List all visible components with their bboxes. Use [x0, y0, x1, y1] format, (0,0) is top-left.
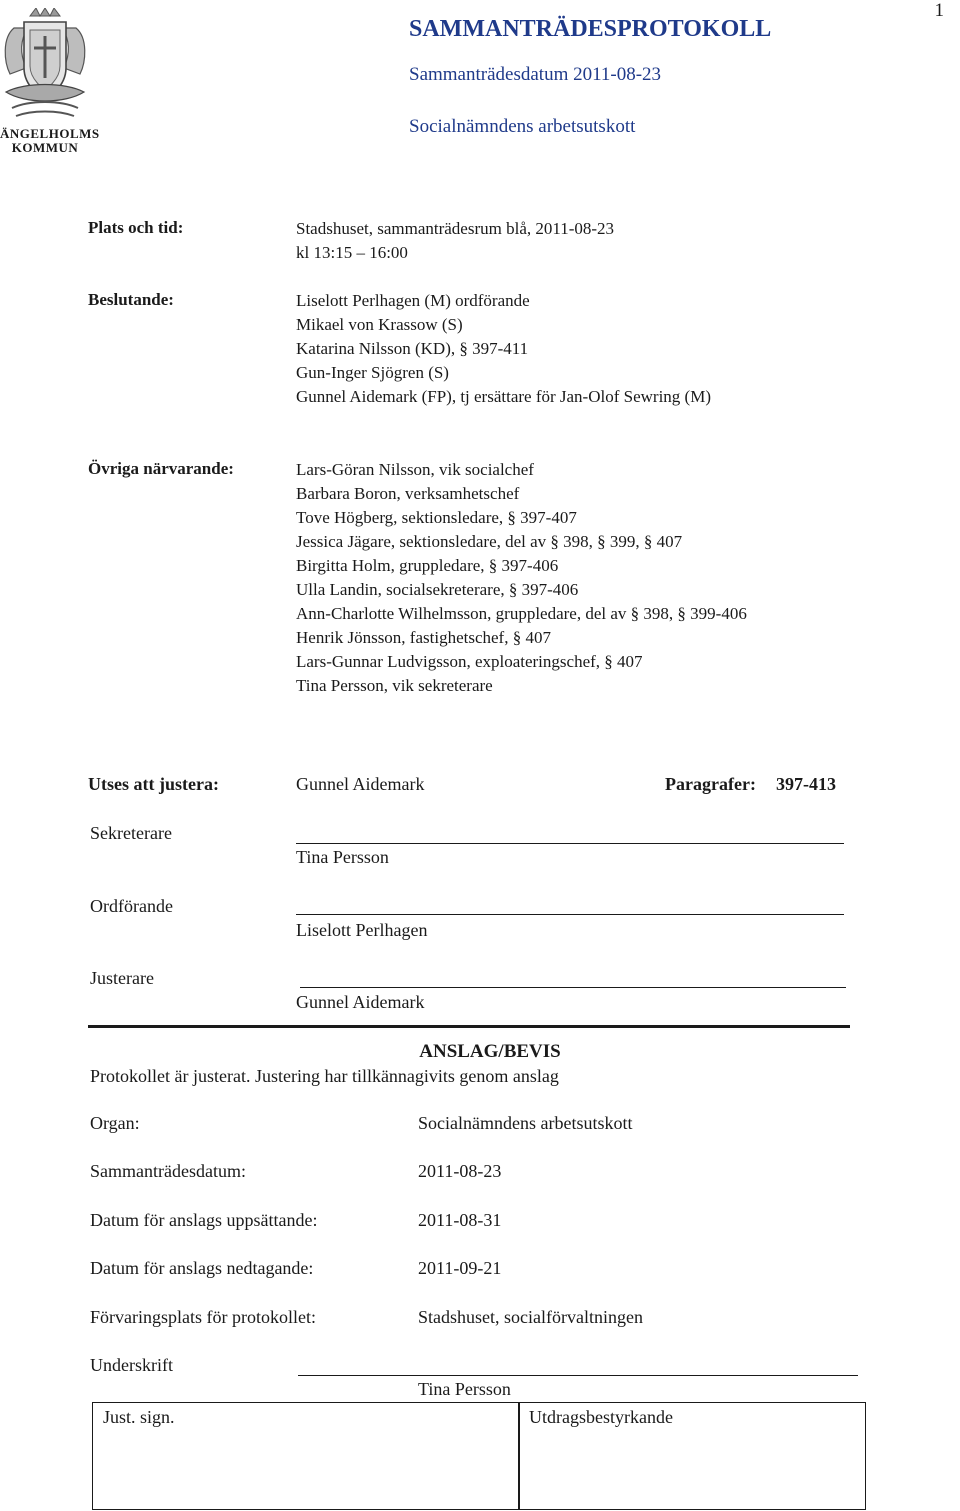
anslag-row-value: 2011-08-23 — [418, 1161, 502, 1181]
attendee-line: Ulla Landin, socialsekreterare, § 397-406 — [296, 580, 579, 599]
anslag-row-value: 2011-08-31 — [418, 1210, 502, 1230]
anslag-row-value: 2011-09-21 — [418, 1258, 502, 1278]
anslag-row-value: Socialnämndens arbetsutskott — [418, 1113, 633, 1133]
underskrift-name: Tina Persson — [418, 1379, 511, 1399]
signature-name: Gunnel Aidemark — [296, 992, 425, 1012]
signature-name: Liselott Perlhagen — [296, 920, 428, 940]
ovriga-label: Övriga närvarande: — [88, 459, 234, 478]
plats-block — [296, 217, 614, 265]
utdrag-box — [518, 1402, 866, 1510]
meeting-date: Sammanträdesdatum 2011-08-23 — [409, 64, 662, 85]
member-line: Mikael von Krassow (S) — [296, 315, 463, 334]
underskrift-label: Underskrift — [90, 1355, 173, 1375]
attendee-line: Lars-Göran Nilsson, vik socialchef — [296, 460, 534, 479]
logo-line-1: ÄNGELHOLMS — [0, 126, 100, 141]
underskrift-line — [298, 1375, 858, 1376]
plats-label: Plats och tid: — [88, 218, 184, 237]
attendee-line: Henrik Jönsson, fastighetschef, § 407 — [296, 628, 551, 647]
anslag-heading: ANSLAG/BEVIS — [419, 1041, 561, 1062]
paragrafer-label: Paragrafer: — [665, 774, 756, 794]
document-title: SAMMANTRÄDESPROTOKOLL — [409, 16, 772, 42]
signature-line — [296, 914, 844, 915]
attendee-line: Birgitta Holm, gruppledare, § 397-406 — [296, 556, 559, 575]
just-sign-label: Just. sign. — [103, 1407, 175, 1427]
anslag-row-label: Datum för anslags uppsättande: — [90, 1210, 318, 1230]
member-line: Katarina Nilsson (KD), § 397-411 — [296, 339, 529, 358]
signature-role: Sekreterare — [90, 823, 172, 843]
committee-name: Socialnämndens arbetsutskott — [409, 116, 636, 137]
attendee-line: Jessica Jägare, sektionsledare, del av § 398, § 399, § 407 — [296, 532, 683, 551]
just-sign-box — [92, 1402, 520, 1510]
page-number: 1 — [934, 0, 944, 21]
ovriga-block — [296, 458, 747, 698]
anslag-row-label: Sammanträdesdatum: — [90, 1161, 246, 1181]
signature-line — [300, 987, 846, 988]
anslag-statement: Protokollet är justerat. Justering har tillkännagivits genom anslag — [90, 1066, 559, 1086]
attendee-line: Lars-Gunnar Ludvigsson, exploateringschef, § 407 — [296, 652, 643, 671]
plats-line: Stadshuset, sammanträdesrum blå, 2011-08-23 — [296, 219, 615, 238]
signature-role: Ordförande — [90, 896, 173, 916]
anslag-row-label: Organ: — [90, 1113, 140, 1133]
logo-line-2: KOMMUN — [11, 140, 79, 155]
justera-label: Utses att justera: — [88, 774, 219, 794]
beslutande-label: Beslutande: — [88, 290, 174, 309]
attendee-line: Tina Persson, vik sekreterare — [296, 676, 493, 695]
utdrag-label: Utdragsbestyrkande — [529, 1407, 673, 1427]
signature-line — [296, 843, 844, 844]
attendee-line: Barbara Boron, verksamhetschef — [296, 484, 520, 503]
signature-role: Justerare — [90, 968, 154, 988]
anslag-row-label: Förvaringsplats för protokollet: — [90, 1307, 316, 1327]
anslag-row-value: Stadshuset, socialförvaltningen — [418, 1307, 643, 1327]
justera-name: Gunnel Aidemark — [296, 774, 425, 794]
paragrafer-value: 397-413 — [776, 774, 836, 794]
signature-name: Tina Persson — [296, 847, 389, 867]
plats-line: kl 13:15 – 16:00 — [296, 243, 408, 262]
coat-of-arms-icon — [0, 8, 90, 126]
beslutande-block — [296, 289, 711, 409]
member-line: Gunnel Aidemark (FP), tj ersättare för Jan-Olof Sewring (M) — [296, 387, 711, 406]
attendee-line: Tove Högberg, sektionsledare, § 397-407 — [296, 508, 577, 527]
attendee-line: Ann-Charlotte Wilhelmsson, gruppledare, del av § 398, § 399-406 — [296, 604, 747, 623]
member-line: Liselott Perlhagen (M) ordförande — [296, 291, 530, 310]
municipality-logo — [0, 8, 100, 156]
anslag-row-label: Datum för anslags nedtagande: — [90, 1258, 314, 1278]
section-divider — [88, 1025, 850, 1028]
member-line: Gun-Inger Sjögren (S) — [296, 363, 449, 382]
